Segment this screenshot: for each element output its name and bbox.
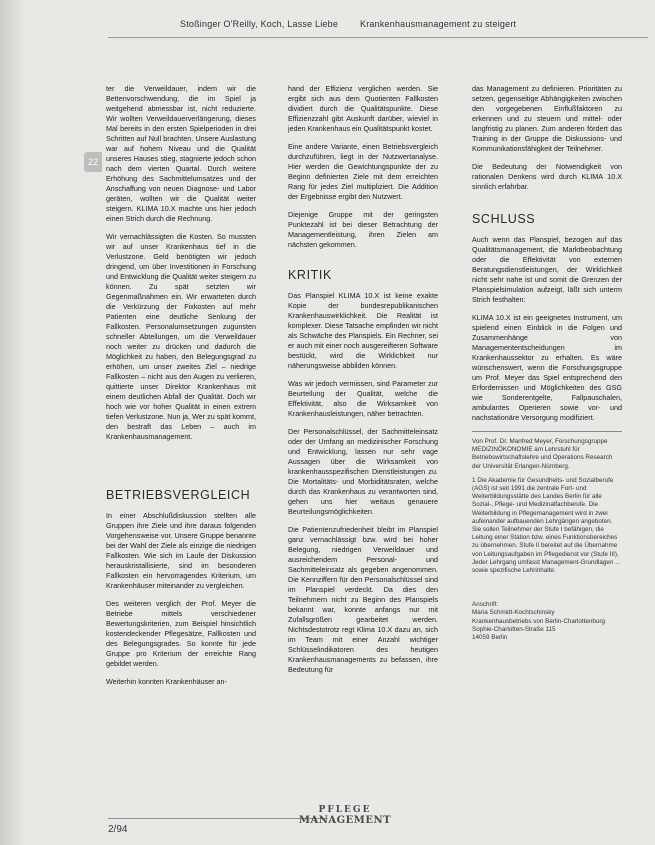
body-paragraph: Des weiteren verglich der Prof. Meyer die Betriebe mittels verschiedener Bewertungskriterien, zum Beispiel hinsichtlich kostendeckender Pflegesätze, Fallkosten und des Belegungsgrades. So konnte für jede Gruppe pro Kriterium der erreichte Rang gebildet werden. (106, 599, 256, 668)
page-tab-marker: 22 (84, 152, 102, 172)
author-note: Von Prof. Dr. Manfred Meyer, Forschungsgruppe MEDIZINÖKONOMIE am Lehrstuhl für Betriebswirtschaftslehre und Operations Research der Universität Erlangen-Nürnberg. (472, 438, 613, 470)
body-paragraph: das Management zu definieren. Prioritäten zu setzen, gegenseitige Abhängigkeiten zwischen den vorgegebenen Einflußfaktoren zu erkennen und zu steuern und mittel- oder langfristig zu planen. Zum anderen fördert das Training in der Gruppe die Diskussions- und Kommunikationsfähigkeit der Teilnehmer. (472, 84, 622, 153)
body-paragraph: Auch wenn das Planspiel, bezogen auf das Qualitätsmanagement, die Marktbeobachtung oder die Effektivität von externen Beratungsdienstleistungen, der Wirklichkeit nicht sehr nahe ist und somit die Grenzen der Planspielsimulation aufzeigt, läßt sich unterm Strich festhalten: (472, 235, 622, 304)
heading-schluss: SCHLUSS (472, 212, 536, 226)
header-rule (108, 37, 648, 38)
body-paragraph: Die Patientenzufriedenheit bleibt im Planspiel ganz vernachlässigt bzw. wird bei hoher Belegung, niedrigen Verweildauer und ausreichendem Personal- und Sachmitteleinsatz als gegeben angenommen. Die Kennziffern für den Personalschlüssel sind im Planspiel verdeckt. Da dies den Teilnehmern nicht zu Beginn des Planspiels bekannt war, konnte anfangs nur mit Zufallsgrößen gearbeitet werden. Nichtsdestotrotz regt Klima 10.X dazu an, sich im Team mit einer Anzahl wichtiger Schlüsselindikatoren des heutigen Krankenhausmanagements zu befassen, ihre Bedeutung für (288, 525, 438, 674)
header-authors: Stoßinger O'Reilly, Koch, Lasse Liebe (180, 19, 339, 29)
page-folio: 2/94 (108, 824, 128, 835)
column-1 (106, 84, 256, 695)
body-paragraph: Das Planspiel KLIMA 10.X ist keine exakte Kopie der bundesrepublikanischen Krankenhauswirklichkeit. Die Realität ist komplexer. Diese Tatsache empfinden wir nicht als Schwäche des Planspiels. Ein Rechner, sei er auch mit einer noch ausgereifteren Software bestückt, wird die Wirklichkeit nur näherungsweise abbilden können. (288, 291, 438, 370)
heading-betriebsvergleich: BETRIEBSVERGLEICH (106, 488, 251, 502)
body-paragraph: Eine andere Variante, einen Betriebsvergleich durchzuführen, liegt in der Nutzwertanalyse. Hier werden die Gewichtungspunkte der zu Beginn definierten Ziele mit dem erreichten Rang für jedes Ziel multipliziert. Die Addition der Ergebnisse ergibt den Nutzwert. (288, 142, 438, 201)
body-paragraph: Die Bedeutung der Notwendigkeit von rationalen Denkens wird durch KLIMA 10.X sinnlich erfahrbar. (472, 162, 622, 191)
footnote: 1 Die Akademie für Gesundheits- und Sozialberufe (AGS) ist seit 1991 die zentrale Fort- und Weiterbildungsstätte des Landes Berlin für alle Sozial-, Pflege- und Medizinalfachberufe. Die Weiterbildung in Pflegemanagement wird in zwei aufeinander aufbauenden Lehrgängen angeboten. Sie sollen Teilnehmer der Stufe I befähigen, die Leitung einer Station bzw. eines Funktionsbereiches zu übernehmen. Stufe II bereitet auf die Übernahme von Leitungsaufgaben im Pflegedienst vor (Stufe III). Jeder Lehrgang umfasst Management-Grundlagen ... sowie spezifische Lehrinhalte. (472, 476, 621, 575)
magazine-brand-logo (290, 805, 400, 827)
address-label: Anschrift: (472, 601, 499, 609)
body-paragraph: ter die Verweildauer, indem wir die Bettenvorschwendung, die im Spiel ja weitgehend abmessbar ist, nicht reduzierte. Wir wollten Verweildauerverlängerung, dieses Mal bereits in den ersten Spielperioden in drei Schritten auf Null brachten. Unsere Auslastung war auf hohem Niveau und die Qualität unseres Hauses stieg, stagnierte jedoch schon nach dem vierten Quartal. Durch weitere Erhöhung des Sachmittelumsatzes und der Anschaffung von neuen Diagnose- und Labor geräten, wollten wir die Qualität weiter steigern. KLIMA 10.X machte uns hier jedoch einen Strich durch die Rechnung. (106, 84, 256, 223)
contact-address (472, 601, 622, 642)
brand-line-1: PFLEGE (318, 805, 372, 815)
body-paragraph: Wir vernachlässigten die Kosten. So mussten wir auf unser Krankenhaus tief in die Verlustzone. Geld benötigten wir jedoch dringend, um über Investitionen in Forschung und Entwicklung die Qualität weiter steigern zu können. Zu spät setzten wir Gegenmaßnahmen ein. Wir erwarteten durch die Verkürzung der Fixkosten auf mehr Patienten eine deutliche Senkung der Fallkosten. Personalumsetzungen zugunsten schneller Abteilungen, um die Verweildauer noch weiter zu drücken und dadurch die Möglichkeit zu haben, den Belegungsgrad zu erhöhen, um unser zweites Ziel – niedrige Fallkosten – nicht aus den Augen zu verlieren, quittierte unser Direktor Krankenhaus mit einem deutlichen Abfall der Qualität. Doch wir hoch wie vor hoher Qualität in einen extrem tiefen Verlustzone. Nun ja, Wer zu spät kommt, den bestraft das Leben – auch im Krankenhausmanagement. (106, 232, 256, 441)
address-line: 14059 Berlin (472, 634, 508, 642)
column-2 (288, 84, 438, 683)
body-paragraph: Diejenige Gruppe mit der geringsten Punktezahl ist bei dieser Betrachtung der Managementleistung, ihren Zielen am nächsten gekommen. (288, 210, 438, 249)
body-paragraph: Der Personalschlüssel, der Sachmitteleinsatz oder der Umfang an medizinischer Forschung und Entwicklung, lassen nur sehr vage Aussagen über die Wirksamkeit von krankenhausspezifischen Dienstleistungen zu. Die Mortalitäts- und Morbiditätsraten, welche durch das Krankenhaus zu verantworten sind, gehen uns hier weitaus genauere Beurteilungsmöglichkeiten. (288, 427, 438, 516)
body-paragraph: Weiterhin konnten Krankenhäuser an- (106, 677, 227, 686)
address-line: Krankenhausbetriebs von Berlin-Charlottenburg (472, 617, 606, 625)
heading-kritik: KRITIK (288, 268, 332, 282)
column-3 (472, 84, 622, 642)
running-header (180, 19, 640, 33)
body-paragraph: KLIMA 10.X ist ein geeignetes Instrument, um spielend einen Einblick in die Folgen und Zusammenhänge von Managemententscheidungen im Krankenhaussektor zu erhalten. Es wäre wünschenswert, wenn die Forschungsgruppe um Prof. Meyer das Spiel entsprechend den Erfordernissen und Möglichkeiten des GSG wie Sonderentgelte, Fallpauschalen, ambulantes Operieren sowie vor- und nachstationäre Versorgung modifiziert. (472, 313, 622, 422)
body-paragraph: In einer Abschlußdiskussion stellten alle Gruppen ihre Ziele und ihre daraus folgenden Vorgehensweise vor. Unsere Gruppe benannte bei der Wahl der Ziele als einzige die niedrigen Fallkosten. Wie sich im Laufe der Diskussion herauskristallisierte, sind im besonderen Fallkosten ein hervorragendes Kriterium, um Krankenhäuser miteinander zu vergleichen. (106, 511, 256, 590)
page-gutter-shadow (0, 0, 26, 845)
author-note-box (472, 431, 622, 575)
body-paragraph: hand der Effizienz verglichen werden. Sie ergibt sich aus dem Quotienten Fallkosten dividiert durch die Qualitätspunkte. Diese Effizienzzahl gibt Auskunft darüber, wieviel in jeden Krankenhaus ein Qualitätspunkt kostet. (288, 84, 438, 133)
header-title: Krankenhausmanagement zu steigert (360, 19, 517, 29)
brand-line-2: MANAGEMENT (298, 815, 392, 826)
address-line: Maria Schmidt-Kochtschinsky (472, 609, 555, 617)
body-paragraph: Was wir jedoch vermissen, sind Parameter zur Beurteilung der Qualität, welche die Effektivität, also die Wirksamkeit von Krankenhausleistungen, näher betrachten. (288, 379, 438, 418)
address-line: Sophie-Charlotten-Straße 115 (472, 625, 556, 633)
